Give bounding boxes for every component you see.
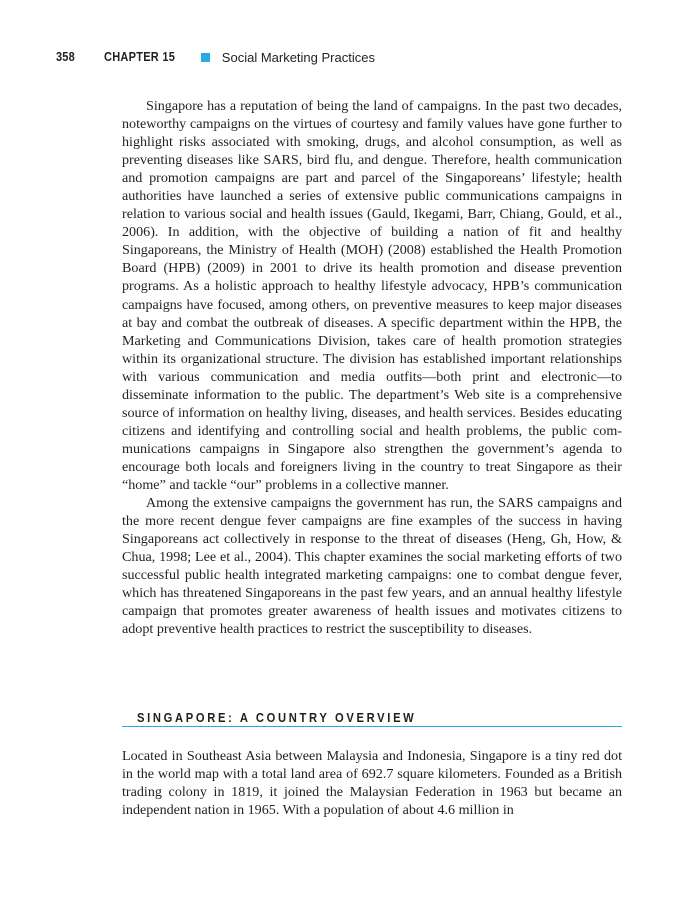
chapter-title: Social Marketing Practices [221, 49, 375, 65]
section-text [122, 747, 622, 819]
running-head [56, 48, 375, 66]
paragraph-1: Singapore has a reputation of being the land of campaigns. In the past two decades, noteworthy campaigns on the virtues of courtesy and family values have gone further to highlight risks associated with smoking, drugs, and alcohol consumption, as well as preventing diseases like SARS, bird flu, and dengue. Therefore, health communication and promotion campaigns are part and parcel of the Singaporeans’ lifestyle; health authorities have launched a series of extensive public communications campaigns in relation to various social and health issues (Gauld, Ikegami, Barr, Chiang, Gould, et al., 2006). In addition, with the objective of building a nation of fit and healthy Singaporeans, the Ministry of Health (MOH) (2008) established the Health Promotion Board (HPB) (2009) in 2001 to drive its health promotion and disease prevention programs. As a holistic approach to healthy lifestyle advocacy, HPB’s communication campaigns have focused, among others, on preventive measures to keep major diseases at bay and combat the outbreak of diseases. A specific department within the HPB, the Marketing and Communications Division, takes care of health promotion strategies within its organizational structure. The division has established important relationships with various communication and media outfits—both print and electronic—to disseminate information to the public. The department’s Web site is a comprehensive source of information on healthy living, diseases, and health services. Besides educating citizens and identifying and controlling social and health problems, the public communications campaigns in Singapore also strengthen the government’s agenda to encourage both locals and foreigners living in the country to treat Singapore as their “home” and tackle “our” problems in a collective manner. [122, 98, 622, 493]
section-paragraph: Located in Southeast Asia between Malaysia and Indonesia, Singapore is a tiny red dot in the world map with a total land area of 692.7 square kilometers. Founded as a British trading colony in 1819, it joined the Malaysian Federation in 1963 but became an independent nation in 1965. With a population of about 4.6 million in [122, 748, 622, 819]
section-heading-rule [122, 711, 622, 727]
paragraph-2: Among the extensive campaigns the government has run, the SARS campaigns and the more recent dengue fever campaigns are fine examples of the success in having Singaporeans act collectively in response to the threat of diseases (Heng, Gh, How, & Chua, 1998; Lee et al., 2004). This chapter examines the social marketing efforts of two successful public health integrated marketing campaigns: one to combat dengue fever, which has threatened Singaporeans in the past few years, and an annual healthy lifestyle campaign that promotes greater awareness of health issues and motivates citizens to adopt preventive health practices to restrict the susceptibility to diseases. [122, 495, 622, 638]
square-bullet-icon [201, 53, 210, 62]
main-text [122, 97, 622, 638]
chapter-label: CHAPTER 15 [104, 50, 176, 64]
section-heading: SINGAPORE: A COUNTRY OVERVIEW [137, 710, 417, 725]
page-number: 358 [56, 50, 75, 64]
